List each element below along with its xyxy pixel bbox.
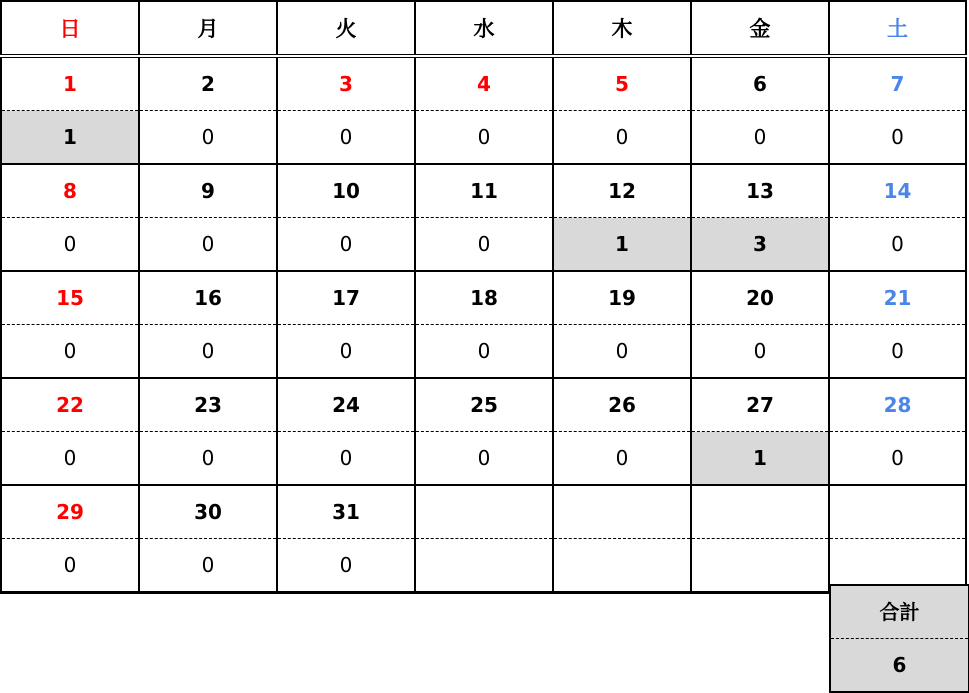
date-cell: 3 <box>277 56 415 111</box>
weekday-mon: 月 <box>139 1 277 56</box>
value-cell: 0 <box>691 111 829 165</box>
value-row <box>1 325 966 379</box>
weekday-header-row <box>1 1 966 56</box>
value-cell: 0 <box>277 325 415 379</box>
value-cell: 0 <box>277 111 415 165</box>
value-cell: 1 <box>553 218 691 272</box>
date-cell: 25 <box>415 378 553 432</box>
value-cell: 0 <box>277 539 415 593</box>
value-cell <box>691 539 829 593</box>
value-cell: 0 <box>139 218 277 272</box>
value-cell: 0 <box>139 539 277 593</box>
weekday-wed: 水 <box>415 1 553 56</box>
value-cell: 0 <box>1 539 139 593</box>
value-row <box>1 218 966 272</box>
date-cell: 30 <box>139 485 277 539</box>
date-cell: 6 <box>691 56 829 111</box>
date-cell: 8 <box>1 164 139 218</box>
total-value: 6 <box>892 653 907 677</box>
date-row <box>1 164 966 218</box>
value-cell: 0 <box>139 432 277 486</box>
date-cell: 2 <box>139 56 277 111</box>
date-cell <box>691 485 829 539</box>
date-cell: 29 <box>1 485 139 539</box>
value-cell: 0 <box>1 325 139 379</box>
total-box <box>829 584 969 693</box>
date-cell: 24 <box>277 378 415 432</box>
weekday-thu: 木 <box>553 1 691 56</box>
date-cell: 5 <box>553 56 691 111</box>
value-cell: 3 <box>691 218 829 272</box>
value-cell: 0 <box>829 218 966 272</box>
date-row <box>1 378 966 432</box>
total-label: 合計 <box>831 586 968 639</box>
date-cell: 18 <box>415 271 553 325</box>
value-cell <box>415 539 553 593</box>
value-cell: 0 <box>1 432 139 486</box>
date-cell: 14 <box>829 164 966 218</box>
weekday-fri: 金 <box>691 1 829 56</box>
weekday-sun: 日 <box>1 1 139 56</box>
date-cell: 26 <box>553 378 691 432</box>
value-row <box>1 432 966 486</box>
value-cell: 0 <box>553 325 691 379</box>
date-cell <box>553 485 691 539</box>
weekday-tue: 火 <box>277 1 415 56</box>
value-cell: 0 <box>553 111 691 165</box>
date-cell: 23 <box>139 378 277 432</box>
value-cell: 0 <box>415 432 553 486</box>
date-cell: 10 <box>277 164 415 218</box>
value-cell: 0 <box>691 325 829 379</box>
value-cell <box>553 539 691 593</box>
value-cell: 0 <box>1 218 139 272</box>
date-cell: 22 <box>1 378 139 432</box>
date-cell: 21 <box>829 271 966 325</box>
value-cell: 0 <box>139 325 277 379</box>
value-row <box>1 111 966 165</box>
date-cell: 15 <box>1 271 139 325</box>
value-row <box>1 539 966 593</box>
date-cell: 11 <box>415 164 553 218</box>
value-cell: 0 <box>553 432 691 486</box>
value-cell: 1 <box>691 432 829 486</box>
value-cell: 0 <box>277 218 415 272</box>
date-cell: 1 <box>1 56 139 111</box>
date-cell: 12 <box>553 164 691 218</box>
date-cell: 4 <box>415 56 553 111</box>
date-cell: 27 <box>691 378 829 432</box>
date-cell: 17 <box>277 271 415 325</box>
date-cell: 20 <box>691 271 829 325</box>
value-cell: 0 <box>829 432 966 486</box>
weekday-sat: 土 <box>829 1 966 56</box>
date-row <box>1 56 966 111</box>
value-cell: 0 <box>829 325 966 379</box>
date-cell <box>415 485 553 539</box>
date-cell: 13 <box>691 164 829 218</box>
date-cell: 19 <box>553 271 691 325</box>
date-row <box>1 485 966 539</box>
date-cell: 28 <box>829 378 966 432</box>
date-cell: 7 <box>829 56 966 111</box>
date-row <box>1 271 966 325</box>
value-cell: 0 <box>829 111 966 165</box>
date-cell <box>829 485 966 539</box>
date-cell: 9 <box>139 164 277 218</box>
value-cell: 0 <box>277 432 415 486</box>
value-cell: 0 <box>415 325 553 379</box>
value-cell: 0 <box>415 111 553 165</box>
value-cell: 1 <box>1 111 139 165</box>
date-cell: 31 <box>277 485 415 539</box>
value-cell: 0 <box>415 218 553 272</box>
value-cell: 0 <box>139 111 277 165</box>
date-cell: 16 <box>139 271 277 325</box>
